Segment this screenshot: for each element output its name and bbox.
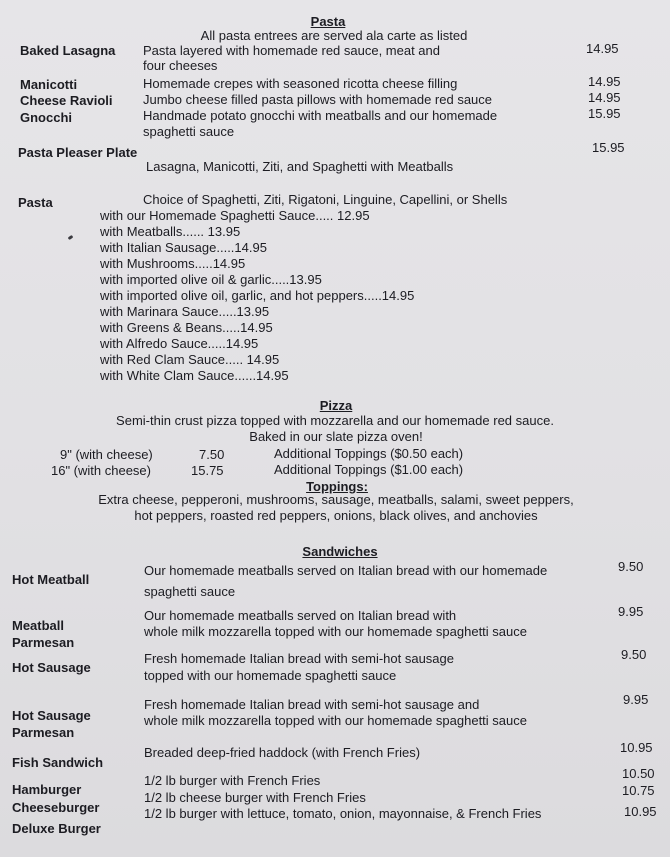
entree-price: 14.95 xyxy=(586,41,619,56)
sandwich-name: Hamburger xyxy=(12,782,82,797)
pizza-price: 7.50 xyxy=(199,447,225,462)
sandwich-price: 9.50 xyxy=(618,559,644,574)
sandwich-desc: Our homemade meatballs served on Italian bread with xyxy=(144,608,457,623)
sandwich-desc: Breaded deep-fried haddock (with French Fries) xyxy=(144,745,421,760)
sandwiches-heading: Sandwiches xyxy=(302,544,378,559)
entree-name: Baked Lasagna xyxy=(20,43,116,58)
sandwich-name: Fish Sandwich xyxy=(12,755,104,770)
entree-desc: Homemade crepes with seasoned ricotta cheese filling xyxy=(143,76,458,91)
sandwich-desc: whole milk mozzarella topped with our homemade spaghetti sauce xyxy=(144,713,527,728)
sandwich-desc: Fresh homemade Italian bread with semi-hot sausage and xyxy=(144,697,480,712)
sandwich-price: 10.50 xyxy=(622,766,655,781)
sandwich-name: Parmesan xyxy=(12,635,75,650)
sandwich-desc: topped with our homemade spaghetti sauce xyxy=(144,668,397,683)
pen-mark xyxy=(68,235,74,240)
pizza-desc: Baked in our slate pizza oven! xyxy=(249,429,423,444)
sandwich-name: Parmesan xyxy=(12,725,75,740)
sandwich-desc: spaghetti sauce xyxy=(144,584,236,599)
pleaser-desc: Lasagna, Manicotti, Ziti, and Spaghetti with Meatballs xyxy=(146,159,454,174)
toppings-heading: Toppings: xyxy=(306,479,368,494)
pasta-heading: Pasta xyxy=(310,14,346,29)
sandwich-name: Cheeseburger xyxy=(12,800,100,815)
pizza-toppings-price: Additional Toppings ($1.00 each) xyxy=(274,462,464,477)
pizza-size: 9" (with cheese) xyxy=(60,447,153,462)
entree-desc: spaghetti sauce xyxy=(143,124,235,139)
pasta-note: All pasta entrees are served ala carte as listed xyxy=(200,28,468,43)
pasta-option: with Italian Sausage.....14.95 xyxy=(100,240,267,255)
sandwich-desc: 1/2 lb burger with French Fries xyxy=(144,773,321,788)
pasta-option: with imported olive oil & garlic.....13.95 xyxy=(100,272,322,287)
pizza-toppings-price: Additional Toppings ($0.50 each) xyxy=(274,446,464,461)
pleaser-name: Pasta Pleaser Plate xyxy=(18,145,138,160)
sandwich-name: Hot Sausage xyxy=(12,708,91,723)
pasta-option: with Marinara Sauce.....13.95 xyxy=(100,304,270,319)
sandwich-price: 9.95 xyxy=(618,604,644,619)
sandwich-name: Hot Sausage xyxy=(12,660,91,675)
sandwich-price: 9.95 xyxy=(623,692,649,707)
entree-name: Gnocchi xyxy=(20,110,73,125)
pasta-option: with Greens & Beans.....14.95 xyxy=(100,320,273,335)
pasta-option: with Alfredo Sauce.....14.95 xyxy=(100,336,259,351)
sandwich-name: Hot Meatball xyxy=(12,572,90,587)
pasta-choice-name: Pasta xyxy=(18,195,53,210)
entree-name: Cheese Ravioli xyxy=(20,93,113,108)
pizza-price: 15.75 xyxy=(191,463,224,478)
sandwich-desc: Our homemade meatballs served on Italian bread with our homemade xyxy=(144,563,548,578)
sandwich-desc: 1/2 lb cheese burger with French Fries xyxy=(144,790,366,805)
sandwich-desc: whole milk mozzarella topped with our homemade spaghetti sauce xyxy=(144,624,527,639)
pleaser-price: 15.95 xyxy=(592,140,625,155)
pizza-heading: Pizza xyxy=(319,398,353,413)
entree-desc: Handmade potato gnocchi with meatballs and our homemade xyxy=(143,108,498,123)
pasta-option: with our Homemade Spaghetti Sauce..... 12.95 xyxy=(100,208,370,223)
sandwich-price: 10.95 xyxy=(620,740,653,755)
pasta-option: with Meatballs...... 13.95 xyxy=(100,224,241,239)
pasta-option: with Red Clam Sauce..... 14.95 xyxy=(100,352,280,367)
pizza-desc: Semi-thin crust pizza topped with mozzarella and our homemade red sauce. xyxy=(116,413,554,428)
sandwich-desc: 1/2 lb burger with lettuce, tomato, onion, mayonnaise, & French Fries xyxy=(144,806,542,821)
sandwich-price: 9.50 xyxy=(621,647,647,662)
pizza-size: 16" (with cheese) xyxy=(51,463,151,478)
sandwich-name: Meatball xyxy=(12,618,65,633)
pasta-option: with imported olive oil, garlic, and hot peppers.....14.95 xyxy=(100,288,415,303)
entree-desc: Pasta layered with homemade red sauce, meat and xyxy=(143,43,441,58)
toppings-list: Extra cheese, pepperoni, mushrooms, sausage, meatballs, salami, sweet peppers, xyxy=(98,492,574,507)
entree-desc: Jumbo cheese filled pasta pillows with homemade red sauce xyxy=(143,92,493,107)
pasta-choice-desc: Choice of Spaghetti, Ziti, Rigatoni, Linguine, Capellini, or Shells xyxy=(143,192,508,207)
entree-name: Manicotti xyxy=(20,77,78,92)
pasta-option: with Mushrooms.....14.95 xyxy=(100,256,246,271)
entree-price: 14.95 xyxy=(588,74,621,89)
pasta-option: with White Clam Sauce......14.95 xyxy=(100,368,289,383)
sandwich-desc: Fresh homemade Italian bread with semi-hot sausage xyxy=(144,651,454,666)
sandwich-name: Deluxe Burger xyxy=(12,821,101,836)
entree-desc: four cheeses xyxy=(143,58,218,73)
entree-price: 14.95 xyxy=(588,90,621,105)
sandwich-price: 10.95 xyxy=(624,804,657,819)
entree-price: 15.95 xyxy=(588,106,621,121)
sandwich-price: 10.75 xyxy=(622,783,655,798)
toppings-list: hot peppers, roasted red peppers, onions, black olives, and anchovies xyxy=(134,508,538,523)
